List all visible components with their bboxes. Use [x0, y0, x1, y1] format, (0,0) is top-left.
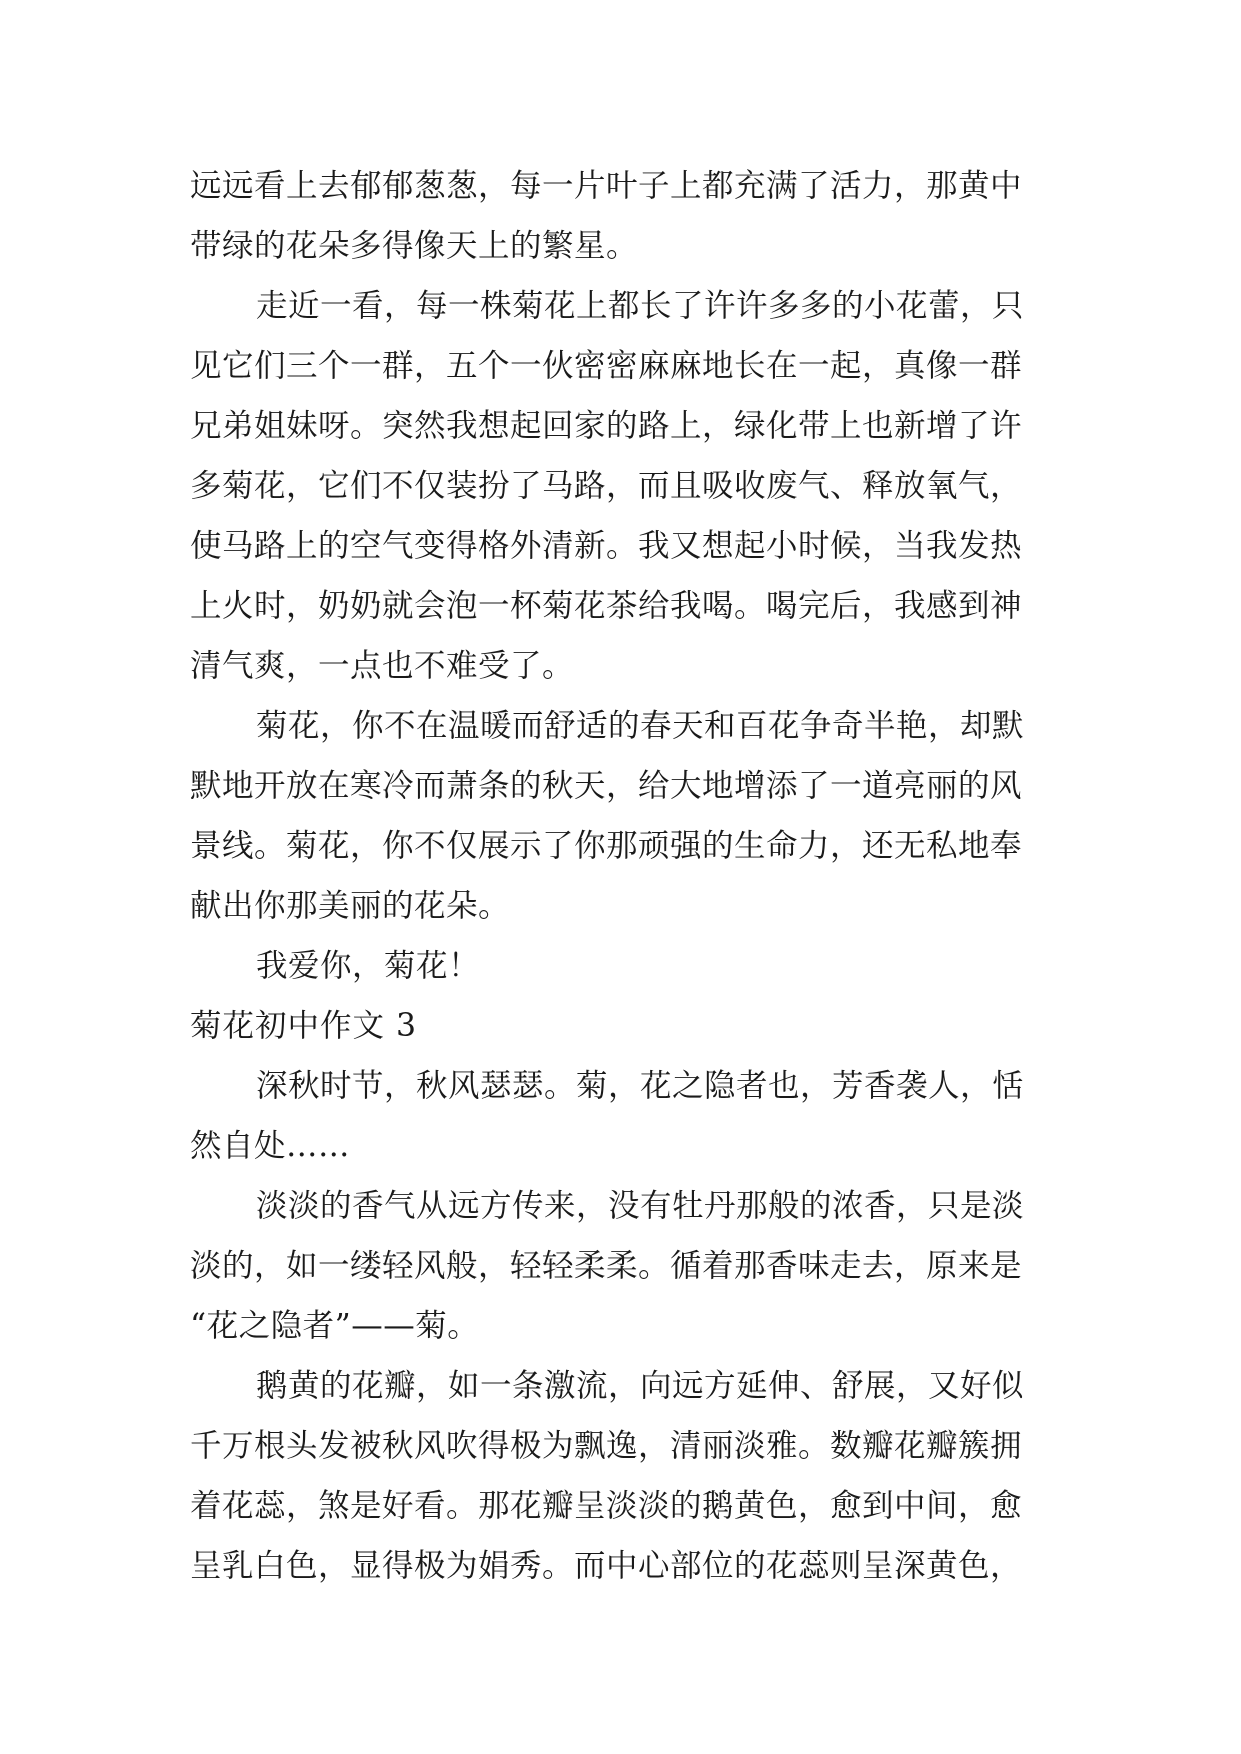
paragraph-start: 我爱你，菊花！ [256, 948, 481, 984]
text-line: “花之隐者”——菊。 [190, 1308, 480, 1344]
text-line: 然自处…… [190, 1128, 351, 1164]
text-line: 呈乳白色，显得极为娟秀。而中心部位的花蕊则呈深黄色， [190, 1548, 1023, 1584]
text-line: 淡的，如一缕轻风般，轻轻柔柔。循着那香味走去，原来是 [190, 1248, 1023, 1284]
text-line: 多菊花，它们不仅装扮了马路，而且吸收废气、释放氧气， [190, 468, 1023, 504]
paragraph-start: 走近一看，每一株菊花上都长了许许多多的小花蕾，只 [256, 288, 1025, 324]
text-line: 千万根头发被秋风吹得极为飘逸，清丽淡雅。数瓣花瓣簇拥 [190, 1428, 1023, 1464]
text-line: 使马路上的空气变得格外清新。我又想起小时候，当我发热 [190, 528, 1023, 564]
text-line: 着花蕊，煞是好看。那花瓣呈淡淡的鹅黄色，愈到中间，愈 [190, 1488, 1023, 1524]
text-line: 景线。菊花，你不仅展示了你那顽强的生命力，还无私地奉 [190, 828, 1023, 864]
text-line: 远远看上去郁郁葱葱，每一片叶子上都充满了活力，那黄中 [190, 168, 1023, 204]
text-line: 兄弟姐妹呀。突然我想起回家的路上，绿化带上也新增了许 [190, 408, 1023, 444]
text-line: 默地开放在寒冷而萧条的秋天，给大地增添了一道亮丽的风 [190, 768, 1023, 804]
paragraph-start: 鹅黄的花瓣，如一条激流，向远方延伸、舒展，又好似 [256, 1368, 1025, 1404]
paragraph-start: 淡淡的香气从远方传来，没有牡丹那般的浓香，只是淡 [256, 1188, 1025, 1224]
section-heading: 菊花初中作文 3 [190, 1008, 418, 1044]
text-line: 上火时，奶奶就会泡一杯菊花茶给我喝。喝完后，我感到神 [190, 588, 1023, 624]
text-line: 带绿的花朵多得像天上的繁星。 [190, 228, 639, 264]
text-line: 清气爽，一点也不难受了。 [190, 648, 575, 684]
text-line: 见它们三个一群，五个一伙密密麻麻地长在一起，真像一群 [190, 348, 1023, 384]
paragraph-start: 深秋时节，秋风瑟瑟。菊，花之隐者也，芳香袭人，恬 [256, 1068, 1025, 1104]
paragraph-start: 菊花，你不在温暖而舒适的春天和百花争奇半艳，却默 [256, 708, 1025, 744]
text-line: 献出你那美丽的花朵。 [190, 888, 511, 924]
